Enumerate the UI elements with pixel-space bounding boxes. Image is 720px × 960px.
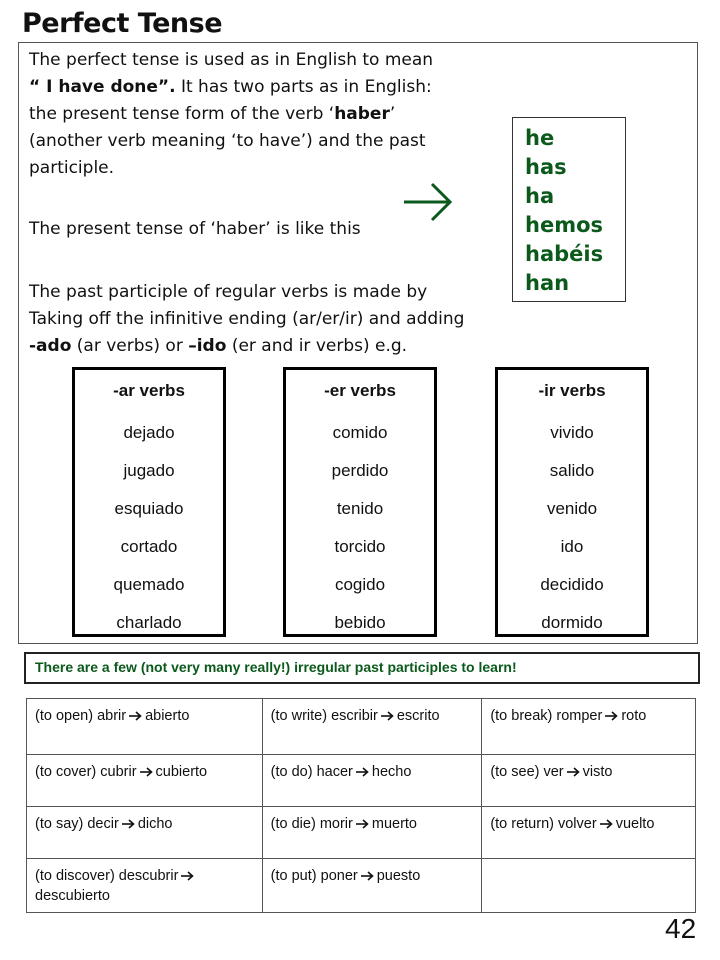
table-cell xyxy=(27,755,263,807)
page-title: Perfect Tense xyxy=(22,8,223,39)
past-participle: hecho xyxy=(371,764,412,780)
verb-item: esquiado xyxy=(114,499,184,518)
intro-line-4: (another verb meaning ‘to have’) and the past xyxy=(29,131,426,151)
haber-form: has xyxy=(525,155,567,179)
verb-item: ido xyxy=(560,537,584,556)
verb-item: decidido xyxy=(540,575,604,594)
past-participle: cubierto xyxy=(155,764,208,780)
right-arrow-icon xyxy=(129,711,142,721)
pp-line-3-mid: (ar verbs) or xyxy=(71,336,189,356)
infinitive: (to cover) cubrir xyxy=(35,764,137,780)
infinitive: (to see) ver xyxy=(490,764,564,780)
table-row xyxy=(27,859,696,913)
right-arrow-icon xyxy=(356,767,369,777)
haber-form: ha xyxy=(525,184,555,208)
table-cell xyxy=(27,859,263,913)
verb-item: salido xyxy=(549,461,595,480)
table-cell xyxy=(482,859,696,913)
infinitive: (to return) volver xyxy=(490,816,597,832)
intro-line-3-pre: the present tense form of the verb ‘ xyxy=(29,104,335,124)
verb-item: tenido xyxy=(336,499,384,518)
table-cell xyxy=(262,859,482,913)
verb-item: dejado xyxy=(123,423,175,442)
right-arrow-icon xyxy=(122,819,135,829)
ido-ending: –ido xyxy=(188,336,227,356)
past-participle: abierto xyxy=(145,708,190,724)
haber-forms-box xyxy=(512,117,626,302)
verb-item: charlado xyxy=(116,613,182,632)
irregular-participles-table xyxy=(26,698,696,913)
right-arrow-icon xyxy=(600,819,613,829)
verb-item: dormido xyxy=(541,613,603,632)
infinitive: (to break) romper xyxy=(490,708,603,724)
right-arrow-icon xyxy=(356,819,369,829)
intro-line-3 xyxy=(29,101,433,128)
intro-line-5: participle. xyxy=(29,158,115,178)
right-arrow-icon xyxy=(605,711,618,721)
table-row xyxy=(27,755,696,807)
verb-item: venido xyxy=(546,499,598,518)
er-verbs-column xyxy=(283,367,437,637)
page-number: 42 xyxy=(665,913,697,944)
i-have-done-quote: “ I have done”. xyxy=(29,77,176,97)
past-participle: vuelto xyxy=(615,816,655,832)
past-participle: dicho xyxy=(137,816,173,832)
table-cell xyxy=(482,807,696,859)
intro-line-2 xyxy=(29,74,433,101)
past-participle: escrito xyxy=(396,708,440,724)
table-row xyxy=(27,699,696,755)
verb-item: quemado xyxy=(113,575,185,594)
ir-verbs-column xyxy=(495,367,649,637)
column-header: -ir verbs xyxy=(538,381,606,400)
verb-item: bebido xyxy=(334,613,386,632)
right-arrow-icon xyxy=(567,767,580,777)
right-arrow-icon xyxy=(140,767,153,777)
intro-paragraph xyxy=(29,47,433,182)
infinitive: (to say) decir xyxy=(35,816,119,832)
intro-line-2-rest: It has two parts as in English: xyxy=(175,77,432,97)
haber-form: he xyxy=(525,126,555,150)
infinitive: (to do) hacer xyxy=(270,764,353,780)
verb-item: cortado xyxy=(120,537,178,556)
verb-item: jugado xyxy=(123,461,175,480)
verb-item: torcido xyxy=(334,537,386,556)
column-header: -ar verbs xyxy=(113,381,185,400)
haber-form: hemos xyxy=(525,213,604,237)
infinitive: (to open) abrir xyxy=(35,708,127,724)
present-tense-line: The present tense of ‘haber’ is like this xyxy=(29,219,361,239)
pp-line-3-end: (er and ir verbs) e.g. xyxy=(226,336,408,356)
infinitive: (to put) poner xyxy=(270,868,358,884)
table-cell xyxy=(262,807,482,859)
irregular-notice: There are a few (not very many really!) irregular past participles to learn! xyxy=(24,652,700,684)
infinitive: (to die) morir xyxy=(270,816,353,832)
right-arrow-icon xyxy=(381,711,394,721)
table-cell xyxy=(482,699,696,755)
infinitive: (to discover) descubrir xyxy=(35,868,179,884)
past-participle: roto xyxy=(621,708,647,724)
table-cell xyxy=(482,755,696,807)
past-participle: visto xyxy=(582,764,613,780)
verb-item: perdido xyxy=(331,461,389,480)
verb-item: comido xyxy=(332,423,388,442)
past-participle-paragraph xyxy=(29,279,464,360)
verb-item: vivido xyxy=(550,423,594,442)
infinitive: (to write) escribir xyxy=(270,708,378,724)
table-cell xyxy=(262,755,482,807)
table-cell xyxy=(27,699,263,755)
intro-line-3-post: ’ xyxy=(389,104,396,124)
table-cell xyxy=(27,807,263,859)
ado-ending: -ado xyxy=(29,336,72,356)
pp-line-3 xyxy=(29,333,464,360)
right-arrow-icon xyxy=(398,172,458,232)
verb-item: cogido xyxy=(334,575,386,594)
pp-line-1: The past participle of regular verbs is made by xyxy=(29,282,428,302)
intro-line-1: The perfect tense is used as in English to mean xyxy=(29,50,434,70)
past-participle: muerto xyxy=(371,816,417,832)
table-cell xyxy=(262,699,482,755)
ar-verbs-column xyxy=(72,367,226,637)
pp-line-2: Taking off the infinitive ending (ar/er/ir) and adding xyxy=(29,309,465,329)
right-arrow-icon xyxy=(361,871,374,881)
right-arrow-icon xyxy=(181,871,194,881)
haber-form: habéis xyxy=(525,242,604,266)
haber-form: han xyxy=(525,271,570,295)
table-row xyxy=(27,807,696,859)
haber-bold: haber xyxy=(334,104,390,124)
past-participle: descubierto xyxy=(35,888,110,904)
past-participle: puesto xyxy=(376,868,421,884)
column-header: -er verbs xyxy=(324,381,396,400)
